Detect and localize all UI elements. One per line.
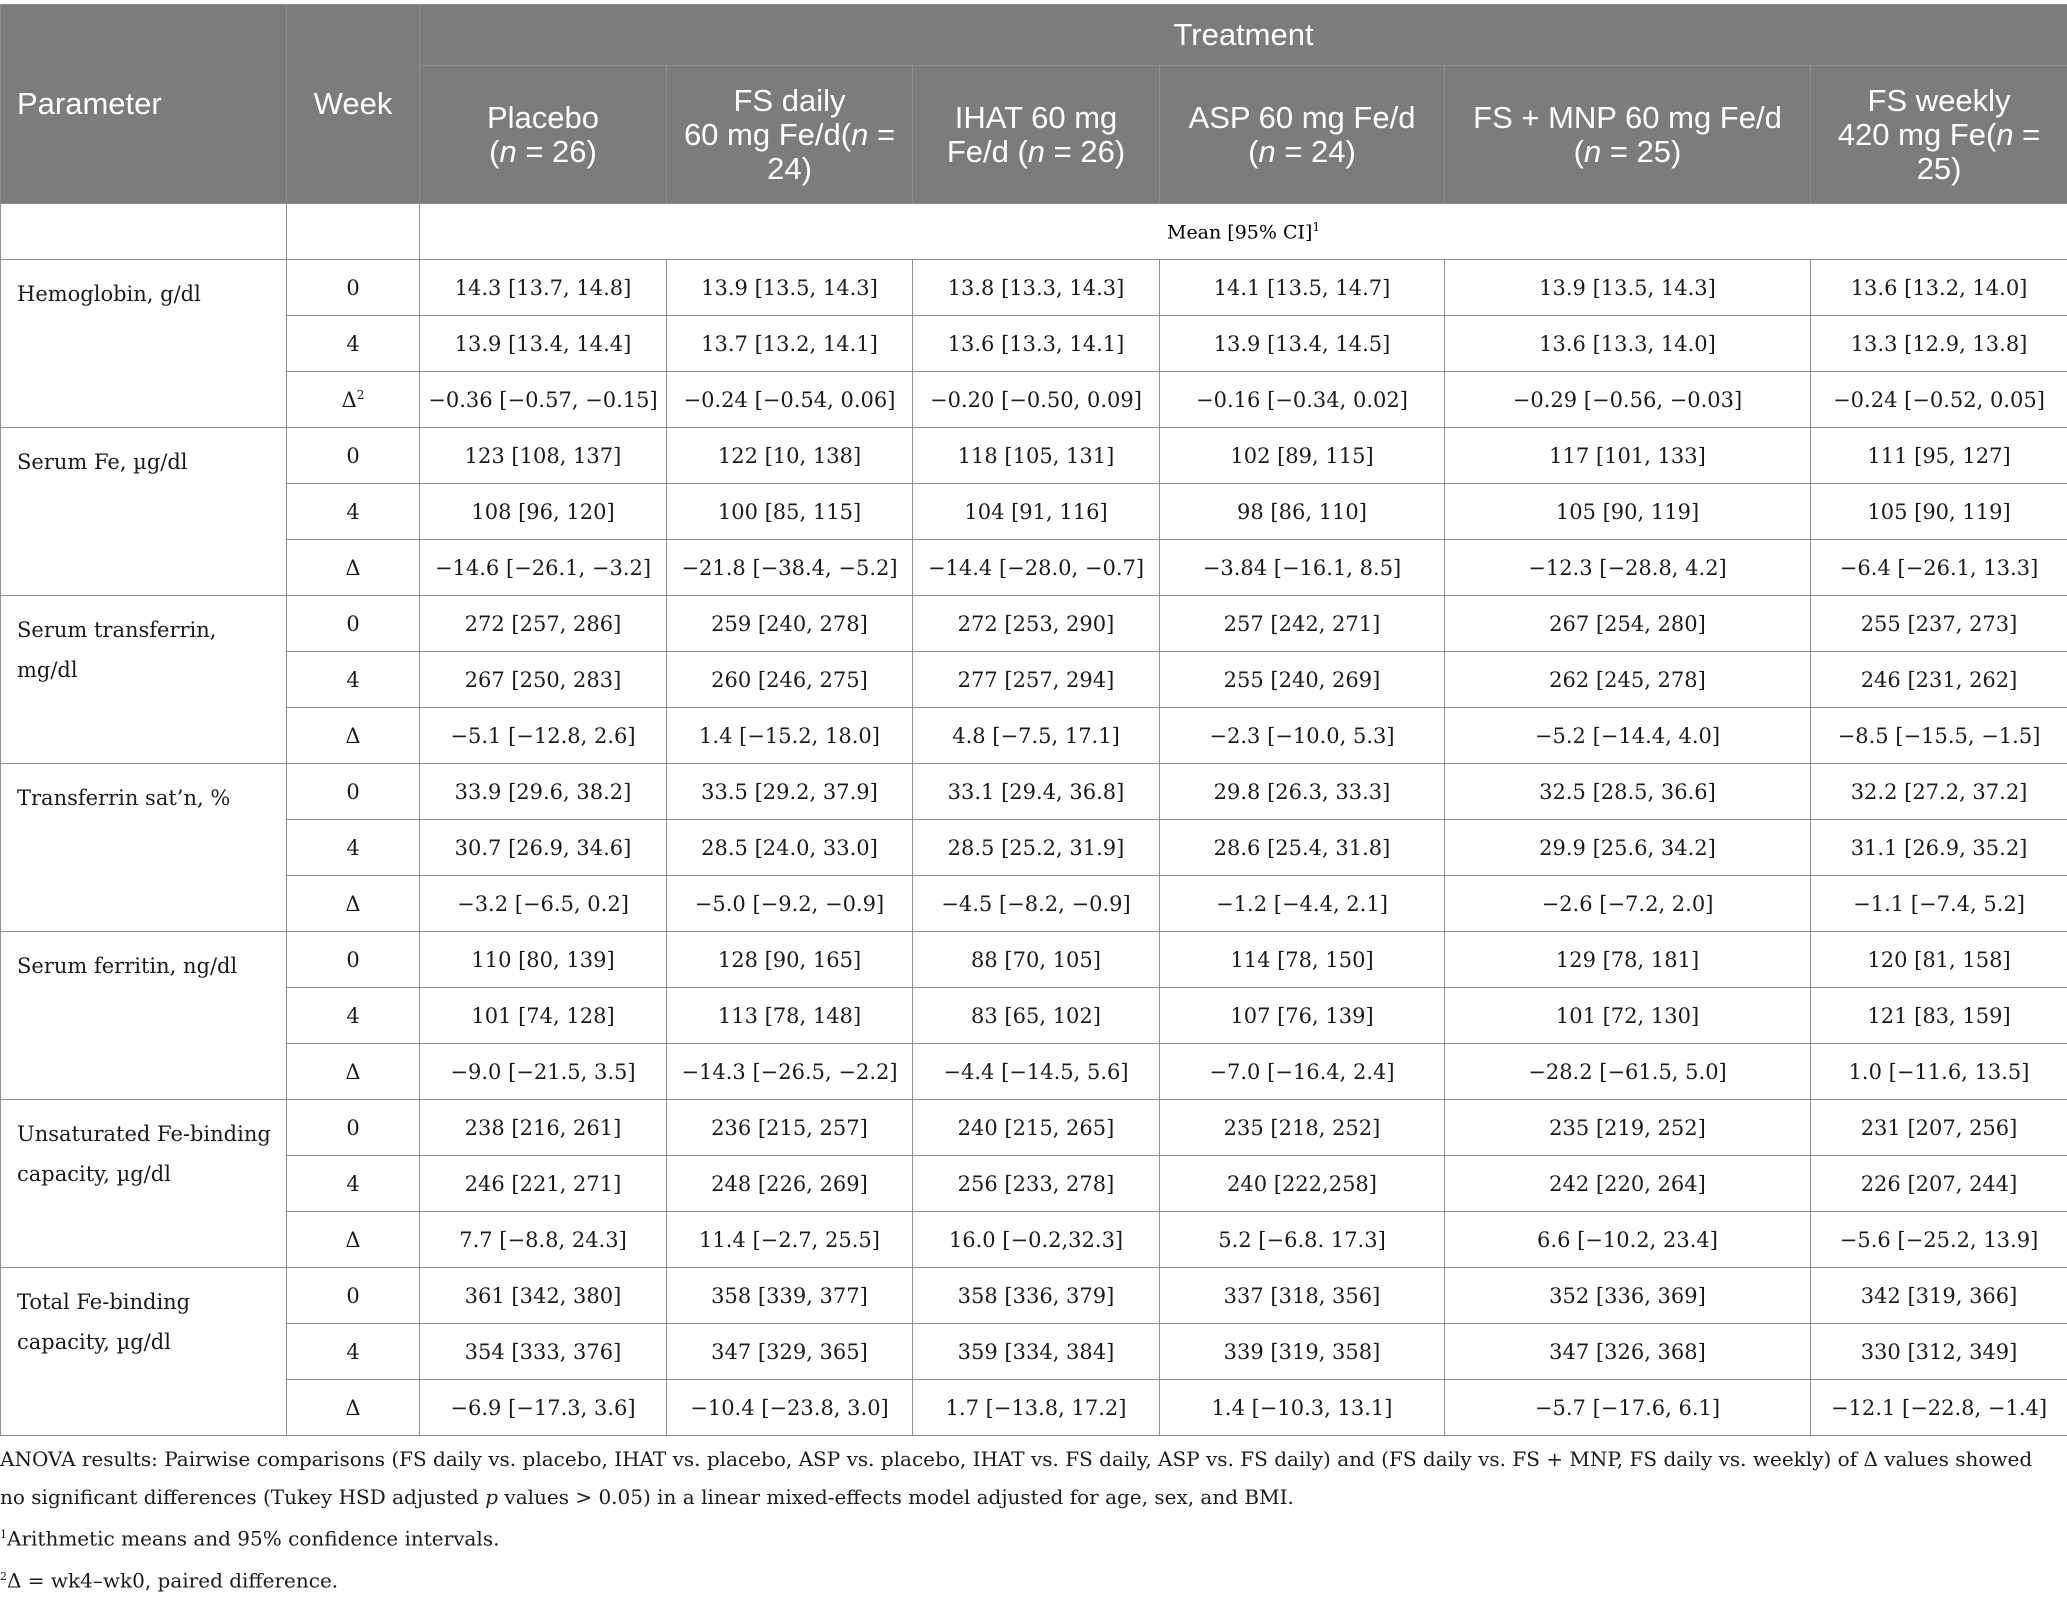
value-cell: 1.0 [−11.6, 13.5] [1811, 1044, 2067, 1100]
week-header: Week [287, 5, 420, 204]
value-cell: 236 [215, 257] [667, 1100, 913, 1156]
value-cell: 107 [76, 139] [1160, 988, 1445, 1044]
table-row [1, 932, 2067, 988]
value-cell: −28.2 [−61.5, 5.0] [1445, 1044, 1811, 1100]
value-cell: 13.9 [13.5, 14.3] [1445, 260, 1811, 316]
value-cell: −5.2 [−14.4, 4.0] [1445, 708, 1811, 764]
week-cell: Δ [287, 1380, 420, 1436]
value-cell: 118 [105, 131] [913, 428, 1160, 484]
value-cell: 122 [10, 138] [667, 428, 913, 484]
table-row [1, 1212, 2067, 1268]
value-cell: 342 [319, 366] [1811, 1268, 2067, 1324]
value-cell: 260 [246, 275] [667, 652, 913, 708]
value-cell: 13.9 [13.4, 14.4] [420, 316, 667, 372]
value-cell: 114 [78, 150] [1160, 932, 1445, 988]
value-cell: −0.36 [−0.57, −0.15] [420, 372, 667, 428]
table-row [1, 596, 2067, 652]
value-cell: 120 [81, 158] [1811, 932, 2067, 988]
week-cell: 0 [287, 1268, 420, 1324]
value-cell: 105 [90, 119] [1445, 484, 1811, 540]
value-cell: 111 [95, 127] [1811, 428, 2067, 484]
value-cell: 123 [108, 137] [420, 428, 667, 484]
value-cell: −5.1 [−12.8, 2.6] [420, 708, 667, 764]
value-cell: 257 [242, 271] [1160, 596, 1445, 652]
value-cell: −1.1 [−7.4, 5.2] [1811, 876, 2067, 932]
table-row [1, 820, 2067, 876]
table-row [1, 876, 2067, 932]
value-cell: −14.6 [−26.1, −3.2] [420, 540, 667, 596]
value-cell: 11.4 [−2.7, 25.5] [667, 1212, 913, 1268]
value-cell: 32.2 [27.2, 37.2] [1811, 764, 2067, 820]
value-cell: 240 [215, 265] [913, 1100, 1160, 1156]
table-row [1, 316, 2067, 372]
week-cell: 4 [287, 316, 420, 372]
anova-note: ANOVA results: Pairwise comparisons (FS daily vs. placebo, IHAT vs. placebo, ASP vs. placebo, IHAT vs. FS daily, ASP vs. FS daily) and (FS daily vs. FS + MNP, FS daily vs. weekly) of Δ values showed no significant differences (Tukey HSD adjusted p values > 0.05) in a linear mixed-effects model adjusted for age, sex, and BMI. [0, 1447, 2033, 1509]
value-cell: 7.7 [−8.8, 24.3] [420, 1212, 667, 1268]
value-cell: 358 [339, 377] [667, 1268, 913, 1324]
footnote-2: $^2$Δ = wk4–wk0, paired difference. [0, 1568, 339, 1593]
value-cell: 267 [254, 280] [1445, 596, 1811, 652]
value-cell: −2.3 [−10.0, 5.3] [1160, 708, 1445, 764]
value-cell: 347 [329, 365] [667, 1324, 913, 1380]
value-cell: 30.7 [26.9, 34.6] [420, 820, 667, 876]
footnote-1: $^1$Arithmetic means and 95% confidence intervals. [0, 1526, 500, 1551]
value-cell: −3.2 [−6.5, 0.2] [420, 876, 667, 932]
value-cell: 262 [245, 278] [1445, 652, 1811, 708]
value-cell: −0.16 [−0.34, 0.02] [1160, 372, 1445, 428]
table-row [1, 1268, 2067, 1324]
value-cell: −8.5 [−15.5, −1.5] [1811, 708, 2067, 764]
value-cell: −4.4 [−14.5, 5.6] [913, 1044, 1160, 1100]
value-cell: 28.5 [24.0, 33.0] [667, 820, 913, 876]
value-cell: 29.8 [26.3, 33.3] [1160, 764, 1445, 820]
treatment-header: Treatment [420, 5, 2067, 66]
value-cell: −1.2 [−4.4, 2.1] [1160, 876, 1445, 932]
value-cell: 13.8 [13.3, 14.3] [913, 260, 1160, 316]
value-cell: −0.29 [−0.56, −0.03] [1445, 372, 1811, 428]
table-row [1, 260, 2067, 316]
table-row [1, 708, 2067, 764]
table-row [1, 1044, 2067, 1100]
value-cell: 117 [101, 133] [1445, 428, 1811, 484]
value-cell: 13.6 [13.3, 14.1] [913, 316, 1160, 372]
week-cell: 4 [287, 988, 420, 1044]
footnotes [0, 1440, 2050, 1599]
value-cell: −2.6 [−7.2, 2.0] [1445, 876, 1811, 932]
group-header: IHAT 60 mg Fe/d (n = 26) [913, 66, 1160, 204]
value-cell: −4.5 [−8.2, −0.9] [913, 876, 1160, 932]
value-cell: 259 [240, 278] [667, 596, 913, 652]
week-cell: 4 [287, 652, 420, 708]
value-cell: −6.4 [−26.1, 13.3] [1811, 540, 2067, 596]
value-cell: 242 [220, 264] [1445, 1156, 1811, 1212]
group-header: Placebo (n = 26) [420, 66, 667, 204]
table-header [1, 5, 2067, 204]
mean-ci-row [1, 204, 2067, 260]
week-cell: Δ [287, 876, 420, 932]
value-cell: 272 [257, 286] [420, 596, 667, 652]
value-cell: 13.7 [13.2, 14.1] [667, 316, 913, 372]
value-cell: 359 [334, 384] [913, 1324, 1160, 1380]
value-cell: 267 [250, 283] [420, 652, 667, 708]
week-cell: 0 [287, 764, 420, 820]
value-cell: 101 [74, 128] [420, 988, 667, 1044]
value-cell: 88 [70, 105] [913, 932, 1160, 988]
value-cell: 235 [219, 252] [1445, 1100, 1811, 1156]
week-cell: 4 [287, 1324, 420, 1380]
value-cell: −0.24 [−0.54, 0.06] [667, 372, 913, 428]
table-row [1, 1380, 2067, 1436]
value-cell: 255 [237, 273] [1811, 596, 2067, 652]
value-cell: 28.6 [25.4, 31.8] [1160, 820, 1445, 876]
value-cell: 108 [96, 120] [420, 484, 667, 540]
value-cell: 352 [336, 369] [1445, 1268, 1811, 1324]
value-cell: 100 [85, 115] [667, 484, 913, 540]
table-row [1, 764, 2067, 820]
value-cell: 337 [318, 356] [1160, 1268, 1445, 1324]
week-cell: 0 [287, 932, 420, 988]
parameter-name: Serum Fe, µg/dl [1, 428, 287, 596]
value-cell: −14.4 [−28.0, −0.7] [913, 540, 1160, 596]
parameter-name: Total Fe-binding capacity, µg/dl [1, 1268, 287, 1436]
table-row [1, 652, 2067, 708]
value-cell: −10.4 [−23.8, 3.0] [667, 1380, 913, 1436]
parameter-header: Parameter [1, 5, 287, 204]
value-cell: 255 [240, 269] [1160, 652, 1445, 708]
value-cell: −5.6 [−25.2, 13.9] [1811, 1212, 2067, 1268]
value-cell: 1.7 [−13.8, 17.2] [913, 1380, 1160, 1436]
parameter-name: Hemoglobin, g/dl [1, 260, 287, 428]
value-cell: 4.8 [−7.5, 17.1] [913, 708, 1160, 764]
value-cell: 13.3 [12.9, 13.8] [1811, 316, 2067, 372]
value-cell: 13.6 [13.3, 14.0] [1445, 316, 1811, 372]
week-cell: Δ [287, 540, 420, 596]
value-cell: 33.9 [29.6, 38.2] [420, 764, 667, 820]
value-cell: 16.0 [−0.2,32.3] [913, 1212, 1160, 1268]
value-cell: 83 [65, 102] [913, 988, 1160, 1044]
value-cell: −7.0 [−16.4, 2.4] [1160, 1044, 1445, 1100]
week-cell: 0 [287, 1100, 420, 1156]
empty-cell [287, 204, 420, 260]
parameter-name: Serum transferrin, mg/dl [1, 596, 287, 764]
week-cell: Δ [287, 1044, 420, 1100]
value-cell: 277 [257, 294] [913, 652, 1160, 708]
value-cell: −0.24 [−0.52, 0.05] [1811, 372, 2067, 428]
value-cell: 102 [89, 115] [1160, 428, 1445, 484]
value-cell: 29.9 [25.6, 34.2] [1445, 820, 1811, 876]
table-row [1, 1100, 2067, 1156]
value-cell: 13.6 [13.2, 14.0] [1811, 260, 2067, 316]
value-cell: 361 [342, 380] [420, 1268, 667, 1324]
table-row [1, 540, 2067, 596]
value-cell: 121 [83, 159] [1811, 988, 2067, 1044]
value-cell: 226 [207, 244] [1811, 1156, 2067, 1212]
week-cell: 0 [287, 428, 420, 484]
parameter-name: Unsaturated Fe-binding capacity, µg/dl [1, 1100, 287, 1268]
value-cell: 358 [336, 379] [913, 1268, 1160, 1324]
value-cell: 28.5 [25.2, 31.9] [913, 820, 1160, 876]
value-cell: 6.6 [−10.2, 23.4] [1445, 1212, 1811, 1268]
group-header: FS daily 60 mg Fe/d(n = 24) [667, 66, 913, 204]
value-cell: 110 [80, 139] [420, 932, 667, 988]
value-cell: −14.3 [−26.5, −2.2] [667, 1044, 913, 1100]
value-cell: 113 [78, 148] [667, 988, 913, 1044]
value-cell: 101 [72, 130] [1445, 988, 1811, 1044]
value-cell: 231 [207, 256] [1811, 1100, 2067, 1156]
value-cell: 240 [222,258] [1160, 1156, 1445, 1212]
week-cell: 4 [287, 820, 420, 876]
week-cell: 4 [287, 484, 420, 540]
value-cell: 248 [226, 269] [667, 1156, 913, 1212]
value-cell: 347 [326, 368] [1445, 1324, 1811, 1380]
value-cell: 272 [253, 290] [913, 596, 1160, 652]
value-cell: 1.4 [−15.2, 18.0] [667, 708, 913, 764]
week-cell: $\Delta^2$ [287, 372, 420, 428]
parameter-name: Transferrin sat’n, % [1, 764, 287, 932]
value-cell: 98 [86, 110] [1160, 484, 1445, 540]
value-cell: 5.2 [−6.8. 17.3] [1160, 1212, 1445, 1268]
results-table [0, 4, 2067, 1436]
value-cell: −3.84 [−16.1, 8.5] [1160, 540, 1445, 596]
value-cell: 14.3 [13.7, 14.8] [420, 260, 667, 316]
week-cell: 0 [287, 596, 420, 652]
week-cell: Δ [287, 1212, 420, 1268]
table-row [1, 428, 2067, 484]
value-cell: −6.9 [−17.3, 3.6] [420, 1380, 667, 1436]
value-cell: 256 [233, 278] [913, 1156, 1160, 1212]
value-cell: 32.5 [28.5, 36.6] [1445, 764, 1811, 820]
value-cell: 31.1 [26.9, 35.2] [1811, 820, 2067, 876]
value-cell: −21.8 [−38.4, −5.2] [667, 540, 913, 596]
group-header: ASP 60 mg Fe/d (n = 24) [1160, 66, 1445, 204]
group-header: FS + MNP 60 mg Fe/d (n = 25) [1445, 66, 1811, 204]
value-cell: 1.4 [−10.3, 13.1] [1160, 1380, 1445, 1436]
value-cell: 129 [78, 181] [1445, 932, 1811, 988]
value-cell: 235 [218, 252] [1160, 1100, 1445, 1156]
value-cell: 13.9 [13.5, 14.3] [667, 260, 913, 316]
value-cell: 354 [333, 376] [420, 1324, 667, 1380]
table-row [1, 988, 2067, 1044]
value-cell: 33.5 [29.2, 37.9] [667, 764, 913, 820]
value-cell: 238 [216, 261] [420, 1100, 667, 1156]
value-cell: 246 [221, 271] [420, 1156, 667, 1212]
value-cell: 104 [91, 116] [913, 484, 1160, 540]
table-row [1, 1156, 2067, 1212]
value-cell: −5.7 [−17.6, 6.1] [1445, 1380, 1811, 1436]
value-cell: 13.9 [13.4, 14.5] [1160, 316, 1445, 372]
table-row [1, 484, 2067, 540]
week-cell: 4 [287, 1156, 420, 1212]
value-cell: 105 [90, 119] [1811, 484, 2067, 540]
table-row [1, 372, 2067, 428]
week-cell: 0 [287, 260, 420, 316]
mean-ci-label: Mean [95% CI]$^1$ [420, 204, 2067, 260]
value-cell: −12.1 [−22.8, −1.4] [1811, 1380, 2067, 1436]
value-cell: −9.0 [−21.5, 3.5] [420, 1044, 667, 1100]
value-cell: 33.1 [29.4, 36.8] [913, 764, 1160, 820]
value-cell: 128 [90, 165] [667, 932, 913, 988]
group-header: FS weekly 420 mg Fe(n = 25) [1811, 66, 2067, 204]
empty-cell [1, 204, 287, 260]
value-cell: 330 [312, 349] [1811, 1324, 2067, 1380]
value-cell: −12.3 [−28.8, 4.2] [1445, 540, 1811, 596]
value-cell: −0.20 [−0.50, 0.09] [913, 372, 1160, 428]
value-cell: 339 [319, 358] [1160, 1324, 1445, 1380]
value-cell: 14.1 [13.5, 14.7] [1160, 260, 1445, 316]
value-cell: −5.0 [−9.2, −0.9] [667, 876, 913, 932]
week-cell: Δ [287, 708, 420, 764]
table-row [1, 1324, 2067, 1380]
parameter-name: Serum ferritin, ng/dl [1, 932, 287, 1100]
value-cell: 246 [231, 262] [1811, 652, 2067, 708]
